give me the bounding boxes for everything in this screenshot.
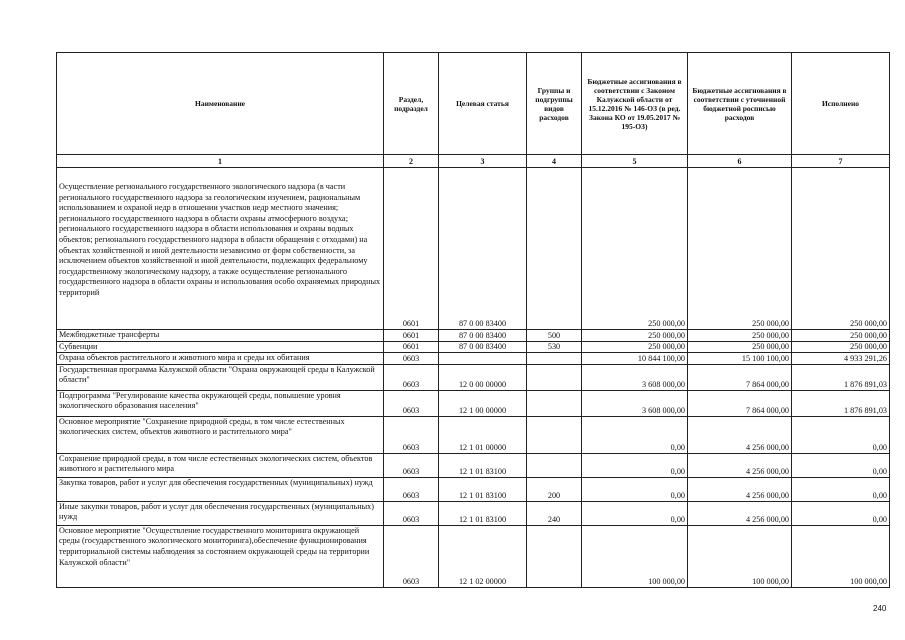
row-name: Сохранение природной среды, в том числе естественных экологических систем, объектов животного и растительного мира	[57, 453, 384, 477]
table-header-row	[57, 53, 890, 155]
budget-execution-table	[56, 52, 890, 588]
row-group	[527, 364, 582, 390]
row-executed: 250 000,00	[792, 341, 890, 353]
row-budget-refined: 250 000,00	[688, 168, 792, 330]
table-row	[57, 453, 890, 477]
row-target: 12 1 01 00000	[439, 416, 527, 453]
table-row	[57, 525, 890, 587]
row-section: 0603	[384, 353, 439, 365]
row-budget-law: 0,00	[582, 416, 688, 453]
row-budget-law: 3 608 000,00	[582, 390, 688, 416]
row-name: Иные закупки товаров, работ и услуг для обеспечения государственных (муниципальных) нужд	[57, 501, 384, 525]
row-section: 0601	[384, 330, 439, 342]
row-name: Охрана объектов растительного и животного мира и среды их обитания	[57, 353, 384, 365]
row-section: 0603	[384, 477, 439, 501]
column-number: 2	[384, 155, 439, 168]
row-section: 0601	[384, 341, 439, 353]
row-executed: 0,00	[792, 501, 890, 525]
row-group	[527, 168, 582, 330]
header-section: Раздел, подраздел	[384, 53, 439, 155]
table-row	[57, 341, 890, 353]
row-group	[527, 416, 582, 453]
row-group: 240	[527, 501, 582, 525]
row-budget-refined: 4 256 000,00	[688, 501, 792, 525]
row-budget-law: 250 000,00	[582, 341, 688, 353]
row-budget-refined: 4 256 000,00	[688, 416, 792, 453]
row-executed: 1 876 891,03	[792, 364, 890, 390]
row-budget-refined: 15 100 100,00	[688, 353, 792, 365]
row-section: 0603	[384, 416, 439, 453]
column-number-row	[57, 155, 890, 168]
row-executed: 100 000,00	[792, 525, 890, 587]
table-row	[57, 477, 890, 501]
header-executed: Исполнено	[792, 53, 890, 155]
table-row	[57, 330, 890, 342]
row-section: 0603	[384, 453, 439, 477]
budget-table-sheet	[56, 52, 890, 588]
row-target: 12 1 01 83100	[439, 453, 527, 477]
column-number: 3	[439, 155, 527, 168]
table-row	[57, 390, 890, 416]
row-name: Основное мероприятие "Сохранение природной среды, в том числе естественных экологических систем, объектов животного и растительного мира"	[57, 416, 384, 453]
row-executed: 0,00	[792, 416, 890, 453]
row-budget-refined: 250 000,00	[688, 341, 792, 353]
row-target: 12 0 00 00000	[439, 364, 527, 390]
table-row	[57, 416, 890, 453]
row-budget-law: 250 000,00	[582, 168, 688, 330]
row-name: Основное мероприятие "Осуществление государственного мониторинга окружающей среды (государственного экологического мониторинга),обеспечение функционирования территориальной системы наблюдения за состоянием окружающей среды на территории Калужской области"	[57, 525, 384, 587]
row-target: 87 0 00 83400	[439, 168, 527, 330]
row-budget-refined: 250 000,00	[688, 330, 792, 342]
row-budget-refined: 7 864 000,00	[688, 390, 792, 416]
row-executed: 4 933 291,26	[792, 353, 890, 365]
table-row	[57, 168, 890, 330]
row-group: 530	[527, 341, 582, 353]
table-row	[57, 364, 890, 390]
column-number: 6	[688, 155, 792, 168]
row-budget-law: 250 000,00	[582, 330, 688, 342]
header-budget-law: Бюджетные ассигнования в соответствии с Законом Калужской области от 15.12.2016 № 146-ОЗ (в ред. Закона КО от 19.05.2017 № 195-ОЗ)	[582, 53, 688, 155]
row-name: Осуществление регионального государственного экологического надзора (в части регионального государственного надзора за геологическим изучением, рациональным использованием и охраной недр в отношении участков недр местного значения; регионального государственного надзора в области охраны атмосферного воздуха; регионального государственного надзора в области использования и охраны водных объектов; регионального государственного надзора в области обращения с отходами) на объектах хозяйственной и иной деятельности независимо от форм собственности, за исключением объектов хозяйственной и иной деятельности, подлежащих федеральному государственному экологическому надзору, а также осуществление регионального государственного надзора в области охраны и использования особо охраняемых природных территорий	[57, 168, 384, 330]
row-budget-law: 0,00	[582, 477, 688, 501]
row-executed: 250 000,00	[792, 330, 890, 342]
row-group: 200	[527, 477, 582, 501]
row-section: 0603	[384, 390, 439, 416]
row-budget-law: 0,00	[582, 501, 688, 525]
row-executed: 0,00	[792, 477, 890, 501]
page-number: 240	[873, 604, 887, 613]
row-name: Подпрограмма "Регулирование качества окружающей среды, повышение уровня экологического образования населения"	[57, 390, 384, 416]
row-budget-refined: 7 864 000,00	[688, 364, 792, 390]
row-name: Государственная программа Калужской области "Охрана окружающей среды в Калужской области"	[57, 364, 384, 390]
row-section: 0603	[384, 501, 439, 525]
row-name: Субвенции	[57, 341, 384, 353]
row-section: 0603	[384, 525, 439, 587]
table-row	[57, 501, 890, 525]
row-budget-law: 100 000,00	[582, 525, 688, 587]
row-target: 12 1 00 00000	[439, 390, 527, 416]
row-target: 12 1 01 83100	[439, 477, 527, 501]
row-name: Межбюджетные трансферты	[57, 330, 384, 342]
header-name: Наименование	[57, 53, 384, 155]
table-row	[57, 353, 890, 365]
row-group	[527, 353, 582, 365]
row-budget-refined: 4 256 000,00	[688, 477, 792, 501]
row-target	[439, 353, 527, 365]
column-number: 4	[527, 155, 582, 168]
row-executed: 0,00	[792, 453, 890, 477]
row-target: 87 0 00 83400	[439, 330, 527, 342]
row-executed: 1 876 891,03	[792, 390, 890, 416]
row-budget-law: 10 844 100,00	[582, 353, 688, 365]
row-group	[527, 453, 582, 477]
row-budget-refined: 4 256 000,00	[688, 453, 792, 477]
row-target: 12 1 02 00000	[439, 525, 527, 587]
row-group	[527, 525, 582, 587]
row-group: 500	[527, 330, 582, 342]
header-target-article: Целевая статья	[439, 53, 527, 155]
row-target: 12 1 01 83100	[439, 501, 527, 525]
row-budget-law: 3 608 000,00	[582, 364, 688, 390]
column-number: 5	[582, 155, 688, 168]
row-group	[527, 390, 582, 416]
header-budget-refined: Бюджетные ассигнования в соответствии с уточненной бюджетной росписью расходов	[688, 53, 792, 155]
row-executed: 250 000,00	[792, 168, 890, 330]
header-expense-groups: Группы и подгруппы видов расходов	[527, 53, 582, 155]
row-name: Закупка товаров, работ и услуг для обеспечения государственных (муниципальных) нужд	[57, 477, 384, 501]
row-budget-law: 0,00	[582, 453, 688, 477]
column-number: 7	[792, 155, 890, 168]
row-budget-refined: 100 000,00	[688, 525, 792, 587]
row-section: 0603	[384, 364, 439, 390]
row-section: 0601	[384, 168, 439, 330]
row-target: 87 0 00 83400	[439, 341, 527, 353]
column-number: 1	[57, 155, 384, 168]
